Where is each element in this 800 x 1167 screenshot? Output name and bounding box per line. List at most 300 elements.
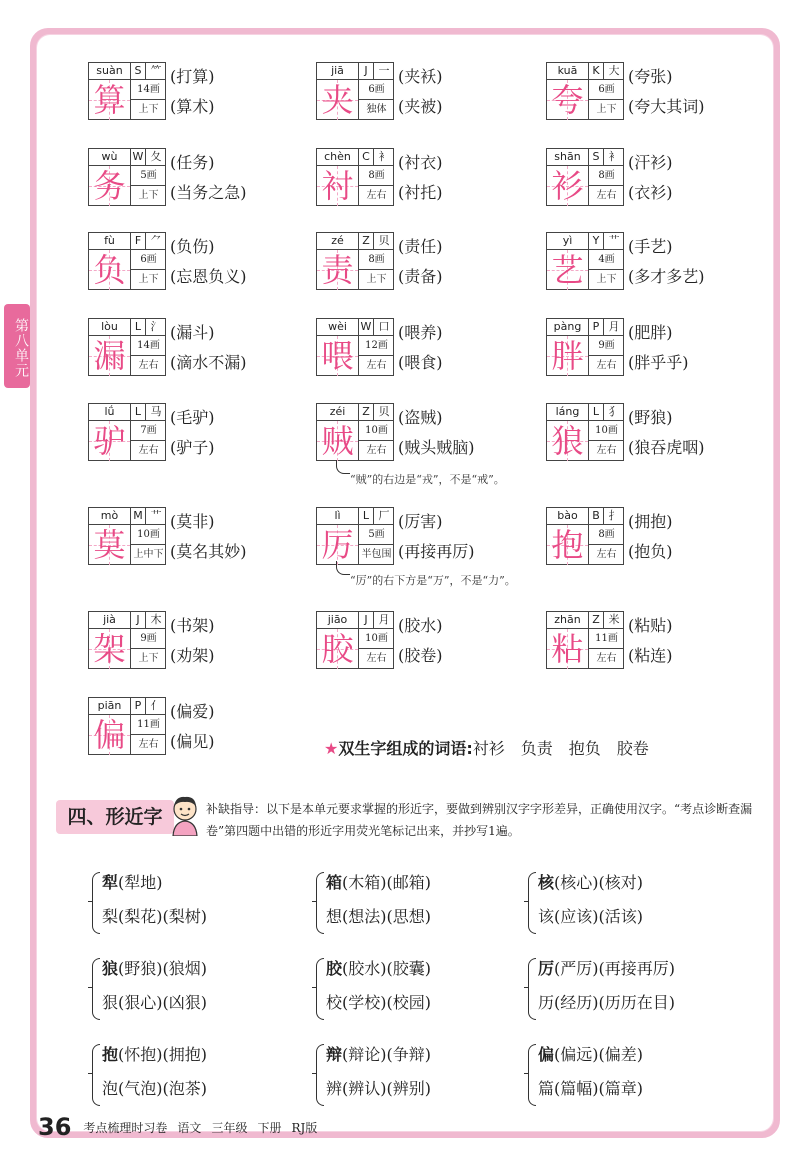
- stroke-count: 10画: [359, 629, 394, 649]
- similar-group: [316, 870, 546, 940]
- word-2: (喂食): [398, 353, 443, 372]
- radical: 扌: [604, 508, 624, 525]
- pinyin: yì: [547, 233, 589, 250]
- character: [317, 421, 359, 461]
- character: [547, 336, 589, 376]
- pinyin: jiā: [317, 63, 359, 80]
- group-line-a: [326, 1042, 431, 1065]
- character: [89, 336, 131, 376]
- group-char-b: 篇: [538, 1079, 555, 1098]
- character-glyph: 架: [93, 630, 126, 668]
- group-words-b: (狠心)(凶狠): [118, 993, 207, 1012]
- character-box: [88, 232, 166, 290]
- character-glyph: 喂: [321, 337, 354, 375]
- group-words-a: (辩论)(争辩): [342, 1045, 431, 1064]
- initial-letter: Z: [359, 233, 374, 250]
- word-1: (夹袄): [398, 67, 443, 86]
- brace: [92, 958, 100, 1020]
- word-2: (当务之急): [170, 183, 247, 202]
- pinyin: láng: [547, 404, 589, 421]
- word-2: (夸大其词): [628, 97, 705, 116]
- radical: 厂: [374, 508, 394, 525]
- similar-group: [528, 1042, 758, 1112]
- character-box: [546, 62, 624, 120]
- character-glyph: 衬: [321, 167, 354, 205]
- character: [89, 715, 131, 755]
- word-1: (厉害): [398, 512, 443, 531]
- character-card: [88, 611, 323, 673]
- character-card: [316, 611, 551, 673]
- structure: 上下: [366, 274, 387, 285]
- character-card: [88, 148, 323, 210]
- double-words-label: 双生字组成的词语:: [338, 739, 473, 758]
- character-glyph: 莫: [93, 526, 126, 564]
- group-char-b: 想: [326, 907, 343, 926]
- pinyin: jià: [89, 612, 131, 629]
- word-2: (责备): [398, 267, 443, 286]
- character-card: [316, 403, 551, 465]
- word-1: (打算): [170, 67, 215, 86]
- character-card: [88, 62, 323, 124]
- word-2: (狼吞虎咽): [628, 438, 705, 457]
- character-card: [88, 232, 323, 294]
- word-2: (偏见): [170, 732, 215, 751]
- character: [547, 421, 589, 461]
- group-words-b: (学校)(校园): [342, 993, 431, 1012]
- section-title: 四、形近字: [56, 800, 174, 834]
- initial-letter: Z: [589, 612, 604, 629]
- character-glyph: 驴: [93, 422, 126, 460]
- structure: 左右: [366, 190, 387, 201]
- word-2: (衬托): [398, 183, 443, 202]
- section-guide: 补缺指导：以下是本单元要求掌握的形近字，要做到辨别汉字字形差异，正确使用汉字。“考点诊断查漏卷”第四题中出错的形近字用荧光笔标记出来，并抄写1遍。: [206, 802, 753, 838]
- character-box: [88, 697, 166, 755]
- character-card: [546, 611, 781, 673]
- character-card: [316, 507, 551, 569]
- pinyin: jiāo: [317, 612, 359, 629]
- pinyin: suàn: [89, 63, 131, 80]
- character-box: [546, 148, 624, 206]
- structure: 上下: [138, 274, 159, 285]
- similar-group: [528, 870, 758, 940]
- character-card: [316, 148, 551, 210]
- character-card: [316, 232, 551, 294]
- initial-letter: S: [589, 149, 604, 166]
- group-words-b: (想法)(思想): [342, 907, 431, 926]
- stroke-count: 7画: [131, 421, 166, 441]
- radical: ⺈: [146, 233, 166, 250]
- initial-letter: L: [359, 508, 374, 525]
- group-words-b: (经历)(历历在目): [554, 993, 675, 1012]
- character-card: [316, 62, 551, 124]
- brace: [528, 872, 536, 934]
- character-card: [88, 318, 323, 380]
- character-box: [316, 62, 394, 120]
- word-2: (滴水不漏): [170, 353, 247, 372]
- initial-letter: P: [131, 698, 146, 715]
- character-card: [546, 232, 781, 294]
- character-glyph: 算: [93, 81, 126, 119]
- double-words: [324, 736, 649, 759]
- word-1: (衬衣): [398, 153, 443, 172]
- character: [89, 629, 131, 669]
- radical: 月: [604, 319, 624, 336]
- character-glyph: 胖: [551, 337, 584, 375]
- pinyin: lòu: [89, 319, 131, 336]
- brace: [528, 958, 536, 1020]
- radical: 贝: [374, 233, 394, 250]
- character-box: [316, 318, 394, 376]
- group-line-a: [102, 870, 163, 893]
- note-li: “厉”的右下方是“万”，不是“力”。: [350, 574, 516, 587]
- word-2: (莫名其妙): [170, 542, 247, 561]
- character: [89, 421, 131, 461]
- word-1: (莫非): [170, 512, 215, 531]
- group-char-a: 辩: [326, 1045, 343, 1064]
- character-box: [88, 403, 166, 461]
- radical: ⺮: [146, 63, 166, 80]
- initial-letter: P: [589, 319, 604, 336]
- radical: 夂: [146, 149, 166, 166]
- group-char-b: 该: [538, 907, 555, 926]
- word-2: (驴子): [170, 438, 215, 457]
- stroke-count: 14画: [131, 336, 166, 356]
- character-box: [88, 507, 166, 565]
- structure: 独体: [366, 104, 387, 115]
- group-line-b: [326, 904, 431, 927]
- character-box: [316, 148, 394, 206]
- group-words-a: (偏远)(偏差): [554, 1045, 643, 1064]
- character-box: [316, 403, 394, 461]
- character-glyph: 漏: [93, 337, 126, 375]
- note-zei: “贼”的右边是“戎”，不是“戒”。: [350, 473, 505, 486]
- word-1: (胶水): [398, 616, 443, 635]
- group-char-a: 抱: [102, 1045, 119, 1064]
- group-line-b: [102, 904, 207, 927]
- structure: 左右: [366, 653, 387, 664]
- stroke-count: 6画: [131, 250, 166, 270]
- structure: 左右: [138, 360, 159, 371]
- group-words-b: (篇幅)(篇章): [554, 1079, 643, 1098]
- unit-side-tab: 第八单元: [4, 304, 30, 388]
- group-char-a: 箱: [326, 873, 343, 892]
- character: [547, 80, 589, 120]
- stroke-count: 6画: [589, 80, 624, 100]
- word-1: (夸张): [628, 67, 673, 86]
- group-char-a: 偏: [538, 1045, 555, 1064]
- character: [547, 525, 589, 565]
- structure: 左右: [366, 360, 387, 371]
- structure: 上下: [138, 653, 159, 664]
- pinyin: lì: [317, 508, 359, 525]
- radical: 亻: [146, 698, 166, 715]
- word-2: (再接再厉): [398, 542, 475, 561]
- word-2: (忘恩负义): [170, 267, 247, 286]
- stroke-count: 8画: [359, 250, 394, 270]
- page-number: 36: [38, 1113, 72, 1141]
- stroke-count: 8画: [589, 166, 624, 186]
- character-card: [88, 403, 323, 465]
- word-2: (多才多艺): [628, 267, 705, 286]
- word-1: (书架): [170, 616, 215, 635]
- group-char-b: 辨: [326, 1079, 343, 1098]
- structure: 上下: [596, 274, 617, 285]
- character-glyph: 夸: [551, 81, 584, 119]
- brace: [92, 1044, 100, 1106]
- radical: 马: [146, 404, 166, 421]
- radical: 口: [374, 319, 394, 336]
- character-glyph: 责: [321, 251, 354, 289]
- initial-letter: W: [359, 319, 374, 336]
- character-card: [546, 403, 781, 465]
- radical: 衤: [604, 149, 624, 166]
- group-words-b: (应该)(活该): [554, 907, 643, 926]
- stroke-count: 14画: [131, 80, 166, 100]
- initial-letter: F: [131, 233, 146, 250]
- character-box: [546, 403, 624, 461]
- character: [89, 525, 131, 565]
- similar-group: [92, 956, 322, 1026]
- pinyin: lǘ: [89, 404, 131, 421]
- group-char-b: 梨: [102, 907, 119, 926]
- word-1: (偏爱): [170, 702, 215, 721]
- character-card: [546, 318, 781, 380]
- group-char-b: 泡: [102, 1079, 119, 1098]
- group-line-a: [326, 956, 431, 979]
- character-glyph: 狼: [551, 422, 584, 460]
- word-1: (任务): [170, 153, 215, 172]
- character: [317, 80, 359, 120]
- structure: 半包围: [361, 549, 392, 560]
- pinyin: fù: [89, 233, 131, 250]
- character: [317, 525, 359, 565]
- initial-letter: J: [359, 612, 374, 629]
- character-glyph: 艺: [551, 251, 584, 289]
- group-line-a: [538, 870, 643, 893]
- radical: 艹: [604, 233, 624, 250]
- initial-letter: L: [131, 319, 146, 336]
- page-footer: [38, 1113, 327, 1141]
- word-2: (算术): [170, 97, 215, 116]
- footer-series: 考点梳理时习卷: [83, 1121, 168, 1135]
- character-box: [546, 318, 624, 376]
- group-line-a: [326, 870, 431, 893]
- initial-letter: L: [131, 404, 146, 421]
- group-words-b: (辨认)(辨别): [342, 1079, 431, 1098]
- word-2: (劝架): [170, 646, 215, 665]
- pinyin: wù: [89, 149, 131, 166]
- pinyin: shān: [547, 149, 589, 166]
- structure: 左右: [596, 445, 617, 456]
- group-line-b: [326, 1076, 431, 1099]
- group-words-a: (核心)(核对): [554, 873, 643, 892]
- similar-group: [316, 956, 546, 1026]
- initial-letter: M: [131, 508, 146, 525]
- group-words-b: (梨花)(梨树): [118, 907, 207, 926]
- word-1: (肥胖): [628, 323, 673, 342]
- footer-grade: 三年级: [211, 1121, 248, 1135]
- similar-group: [528, 956, 758, 1026]
- word-1: (手艺): [628, 237, 673, 256]
- character: [317, 250, 359, 290]
- character-glyph: 胶: [321, 630, 354, 668]
- structure: 左右: [596, 190, 617, 201]
- word-1: (盗贼): [398, 408, 443, 427]
- character-glyph: 夹: [321, 81, 354, 119]
- footer-edition: RJ版: [291, 1121, 318, 1135]
- pinyin: kuā: [547, 63, 589, 80]
- group-words-a: (犁地): [118, 873, 163, 892]
- initial-letter: C: [359, 149, 374, 166]
- group-line-a: [538, 1042, 643, 1065]
- star-icon: ★: [324, 739, 339, 758]
- radical: 犭: [604, 404, 624, 421]
- character-box: [88, 62, 166, 120]
- structure: 左右: [596, 549, 617, 560]
- stroke-count: 12画: [359, 336, 394, 356]
- character-box: [546, 611, 624, 669]
- group-words-a: (野狼)(狼烟): [118, 959, 207, 978]
- character-glyph: 贼: [321, 422, 354, 460]
- radical: 一: [374, 63, 394, 80]
- group-line-b: [538, 1076, 643, 1099]
- group-char-b: 历: [538, 993, 555, 1012]
- group-words-a: (怀抱)(拥抱): [118, 1045, 207, 1064]
- pinyin: pàng: [547, 319, 589, 336]
- radical: 氵: [146, 319, 166, 336]
- similar-group: [316, 1042, 546, 1112]
- character: [317, 336, 359, 376]
- structure: 左右: [138, 445, 159, 456]
- brace: [92, 872, 100, 934]
- initial-letter: W: [131, 149, 146, 166]
- stroke-count: 8画: [589, 525, 624, 545]
- structure: 左右: [596, 653, 617, 664]
- character-glyph: 抱: [551, 526, 584, 564]
- word-2: (贼头贼脑): [398, 438, 475, 457]
- student-icon: [168, 794, 202, 836]
- stroke-count: 5画: [131, 166, 166, 186]
- character-card: [546, 148, 781, 210]
- structure: 上下: [138, 104, 159, 115]
- similar-group: [92, 1042, 322, 1112]
- character-glyph: 务: [93, 167, 126, 205]
- group-words-b: (气泡)(泡茶): [118, 1079, 207, 1098]
- pinyin: zéi: [317, 404, 359, 421]
- pinyin: piān: [89, 698, 131, 715]
- stroke-count: 9画: [589, 336, 624, 356]
- character-glyph: 衫: [551, 167, 584, 205]
- radical: 艹: [146, 508, 166, 525]
- brace: [316, 872, 324, 934]
- radical: 月: [374, 612, 394, 629]
- similar-group: [92, 870, 322, 940]
- group-line-b: [538, 904, 643, 927]
- character-box: [88, 611, 166, 669]
- word-1: (漏斗): [170, 323, 215, 342]
- initial-letter: L: [589, 404, 604, 421]
- stroke-count: 8画: [359, 166, 394, 186]
- initial-letter: Y: [589, 233, 604, 250]
- structure: 左右: [366, 445, 387, 456]
- radical: 贝: [374, 404, 394, 421]
- word-2: (胶卷): [398, 646, 443, 665]
- pinyin: wèi: [317, 319, 359, 336]
- brace: [316, 958, 324, 1020]
- pinyin: mò: [89, 508, 131, 525]
- radical: 大: [604, 63, 624, 80]
- footer-volume: 下册: [257, 1121, 282, 1135]
- group-char-b: 校: [326, 993, 343, 1012]
- note-zei-arrow: [336, 460, 350, 474]
- radical: 衤: [374, 149, 394, 166]
- word-1: (责任): [398, 237, 443, 256]
- pinyin: zé: [317, 233, 359, 250]
- structure: 上下: [138, 190, 159, 201]
- pinyin: zhān: [547, 612, 589, 629]
- group-words-a: (严厉)(再接再厉): [554, 959, 675, 978]
- character: [89, 166, 131, 206]
- stroke-count: 9画: [131, 629, 166, 649]
- character-card: [546, 507, 781, 569]
- initial-letter: S: [131, 63, 146, 80]
- structure: 上下: [596, 104, 617, 115]
- group-char-a: 厉: [538, 959, 555, 978]
- group-char-a: 犁: [102, 873, 119, 892]
- group-char-a: 胶: [326, 959, 343, 978]
- character: [89, 250, 131, 290]
- group-line-b: [326, 990, 431, 1013]
- stroke-count: 6画: [359, 80, 394, 100]
- structure: 左右: [138, 739, 159, 750]
- word-2: (胖乎乎): [628, 353, 689, 372]
- radical: 木: [146, 612, 166, 629]
- character: [547, 250, 589, 290]
- group-line-b: [102, 1076, 207, 1099]
- group-words-a: (木箱)(邮箱): [342, 873, 431, 892]
- character-box: [546, 507, 624, 565]
- character: [89, 80, 131, 120]
- word-1: (野狼): [628, 408, 673, 427]
- pinyin: chèn: [317, 149, 359, 166]
- stroke-count: 5画: [359, 525, 394, 545]
- stroke-count: 10画: [131, 525, 166, 545]
- character-card: [88, 507, 323, 569]
- group-char-b: 狠: [102, 993, 119, 1012]
- group-char-a: 核: [538, 873, 555, 892]
- word-1: (粘贴): [628, 616, 673, 635]
- brace: [528, 1044, 536, 1106]
- stroke-count: 10画: [359, 421, 394, 441]
- character-glyph: 厉: [321, 526, 354, 564]
- initial-letter: B: [589, 508, 604, 525]
- character-box: [546, 232, 624, 290]
- character: [547, 166, 589, 206]
- word-2: (粘连): [628, 646, 673, 665]
- group-line-a: [102, 956, 207, 979]
- stroke-count: 4画: [589, 250, 624, 270]
- character: [317, 629, 359, 669]
- structure: 上中下: [133, 549, 164, 560]
- character-box: [316, 232, 394, 290]
- character: [547, 629, 589, 669]
- group-line-b: [538, 990, 675, 1013]
- stroke-count: 11画: [131, 715, 166, 735]
- word-1: (汗衫): [628, 153, 673, 172]
- footer-subject: 语文: [177, 1121, 202, 1135]
- character-card: [316, 318, 551, 380]
- character-card: [88, 697, 323, 759]
